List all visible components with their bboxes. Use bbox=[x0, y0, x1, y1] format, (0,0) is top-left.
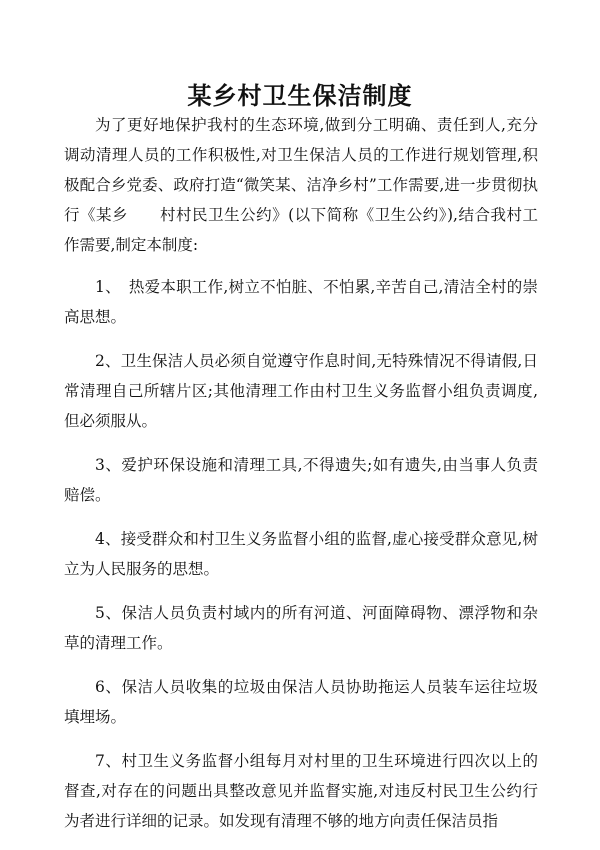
intro-paragraph: 为了更好地保护我村的生态环境,做到分工明确、责任到人,充分调动清理人员的工作积极性,对卫生保洁人员的工作进行规划管理,积极配合乡党委、政府打造“微笑某、洁净乡村”工作需要,进一步贯彻执行《某乡 村村民卫生公约》(以下简称《卫生公约》),结合我村工作需要,制定本制度: bbox=[64, 116, 538, 254]
rule-item-4: 4、接受群众和村卫生义务监督小组的监督,虚心接受群众意见,树立为人民服务的思想。 bbox=[64, 530, 538, 578]
rule-item-2: 2、卫生保洁人员必须自觉遵守作息时间,无特殊情况不得请假,日常清理自己所辖片区;其他清理工作由村卫生义务监督小组负责调度,但必须服从。 bbox=[64, 352, 538, 430]
document-body bbox=[64, 110, 538, 850]
document-title: 某乡村卫生保洁制度 bbox=[187, 82, 413, 110]
rule-item-3: 3、爱护环保设施和清理工具,不得遗失;如有遗失,由当事人负责赔偿。 bbox=[64, 456, 538, 504]
rule-item-6: 6、保洁人员收集的垃圾由保洁人员协助拖运人员装车运往垃圾填埋场。 bbox=[64, 678, 538, 726]
rule-item-1: 1、 热爱本职工作,树立不怕脏、不怕累,辛苦自己,清洁全村的崇高思想。 bbox=[64, 278, 538, 326]
rule-item-5: 5、保洁人员负责村域内的所有河道、河面障碍物、漂浮物和杂草的清理工作。 bbox=[64, 604, 538, 652]
rule-item-7: 7、村卫生义务监督小组每月对村里的卫生环境进行四次以上的督查,对存在的问题出具整改意见并监督实施,对违反村民卫生公约行为者进行详细的记录。如发现有清理不够的地方向责任保洁员指 bbox=[64, 752, 538, 830]
